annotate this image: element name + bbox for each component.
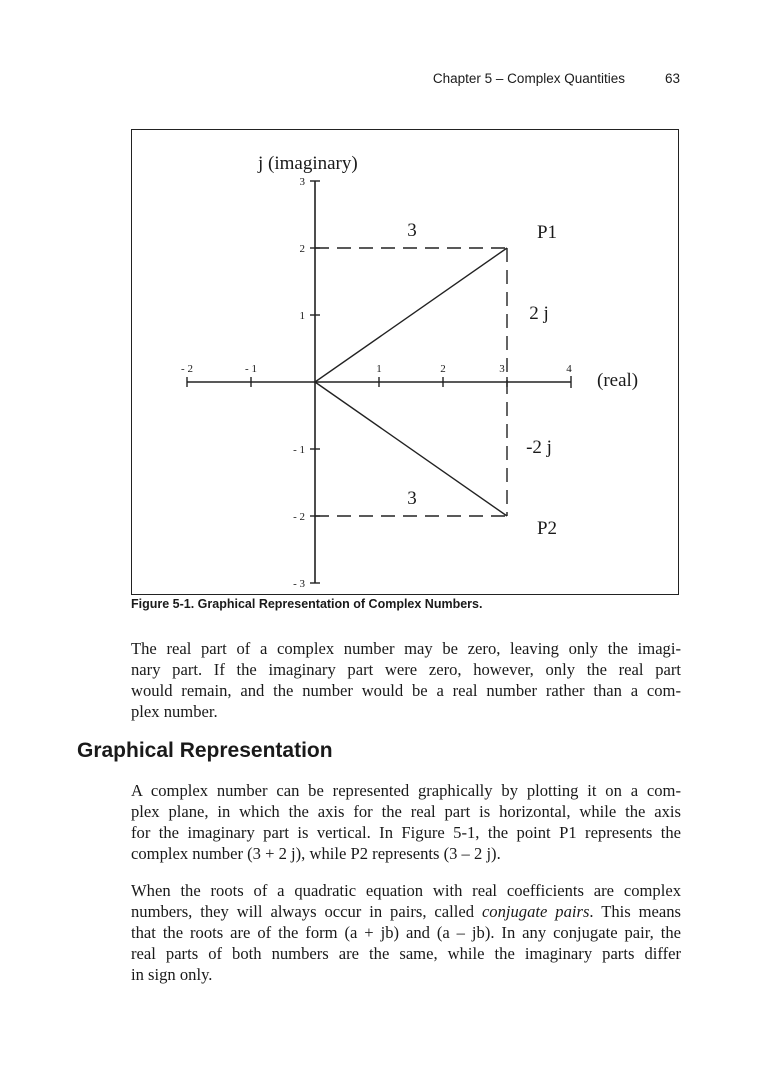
text-fragment: numbers, they will always occur in pairs, called — [131, 902, 482, 921]
text-line: The real part of a complex number may be zero, leaving only the imagi- — [131, 639, 681, 658]
text-line: nary part. If the imaginary part were zero, however, only the real part — [131, 660, 681, 679]
point-label-p2: P2 — [536, 518, 558, 539]
x-axis-label: (real) — [597, 370, 639, 391]
running-head: Chapter 5 – Complex Quantities — [432, 71, 625, 86]
paragraph-conjugate-pairs — [131, 880, 681, 985]
y-tick-label: - 1 — [293, 444, 305, 456]
y-tick-label: 1 — [299, 310, 305, 322]
text-line: When the roots of a quadratic equation with real coefficients are complex — [131, 881, 681, 900]
annotation-real-part-p1: 3 — [407, 220, 417, 241]
text-line: A complex number can be represented graphically by plotting it on a com- — [131, 781, 681, 800]
x-tick-label: 4 — [566, 363, 572, 375]
complex-plane-plot — [132, 130, 680, 596]
x-tick-label: 2 — [440, 363, 446, 375]
y-axis-label: j (imaginary) — [258, 153, 358, 174]
paragraph-graphical — [131, 780, 681, 864]
paragraph-real-imaginary — [131, 638, 681, 722]
x-tick-label: - 1 — [245, 363, 257, 375]
page-header — [0, 71, 757, 91]
text-line: complex number (3 + 2 j), while P2 represents (3 – 2 j). — [131, 844, 501, 863]
text-fragment: . This means — [589, 902, 682, 921]
text-line — [131, 901, 681, 922]
text-line: plex plane, in which the axis for the real part is horizontal, while the axis — [131, 802, 681, 821]
x-tick-label: 1 — [376, 363, 382, 375]
text-line: in sign only. — [131, 965, 213, 984]
text-line: would remain, and the number would be a real number rather than a com- — [131, 681, 681, 700]
x-tick-label: - 2 — [181, 363, 193, 375]
text-line: that the roots are of the form (a + jb) and (a – jb). In any conjugate pair, the — [131, 923, 681, 942]
term-conjugate-pairs: conjugate pairs — [481, 902, 590, 921]
y-tick-label: - 3 — [293, 578, 305, 590]
annotation-imag-part-p1: 2 j — [529, 303, 549, 324]
text-line: real parts of both numbers are the same, while the imaginary parts differ — [131, 944, 681, 963]
text-line: plex number. — [131, 702, 218, 721]
y-tick-label: 3 — [299, 176, 305, 188]
y-tick-label: - 2 — [293, 511, 305, 523]
figure-frame — [131, 129, 679, 595]
annotation-real-part-p2: 3 — [407, 488, 417, 509]
vector-line — [315, 248, 507, 382]
page-number: 63 — [664, 71, 680, 86]
point-label-p1: P1 — [536, 222, 558, 243]
annotation-imag-part-p2: -2 j — [526, 437, 552, 458]
figure-caption: Figure 5-1. Graphical Representation of Complex Numbers. — [131, 597, 483, 611]
section-heading: Graphical Representation — [77, 739, 333, 762]
x-tick-label: 3 — [499, 363, 505, 375]
text-line: for the imaginary part is vertical. In Figure 5-1, the point P1 represents the — [131, 823, 681, 842]
y-tick-label: 2 — [299, 243, 305, 255]
